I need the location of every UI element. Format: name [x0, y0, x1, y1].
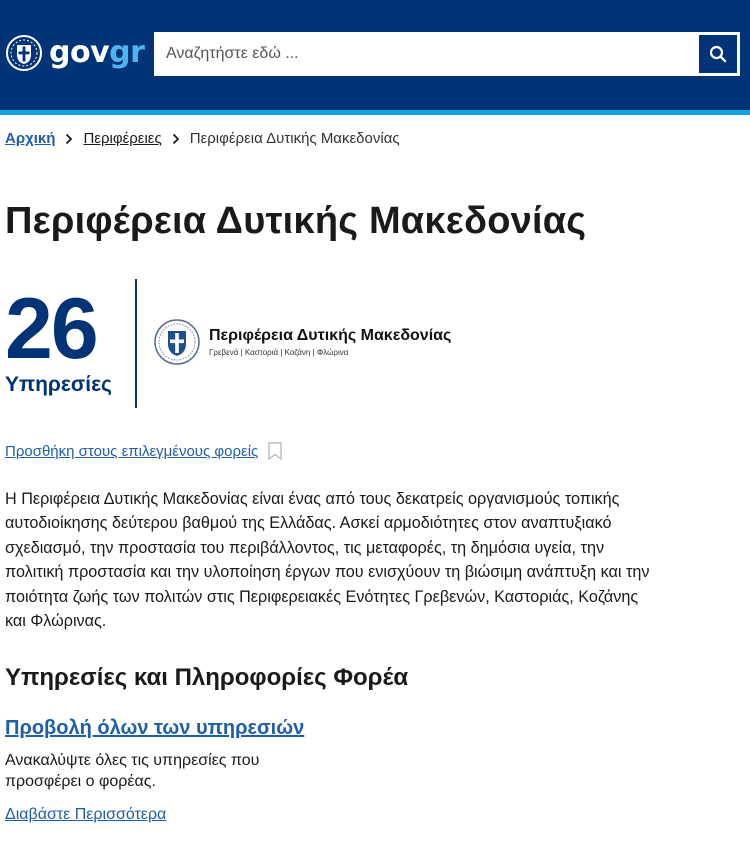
breadcrumb — [5, 130, 400, 147]
services-count: 26 — [5, 281, 97, 377]
organization-name: Περιφέρεια Δυτικής Μακεδονίας — [209, 327, 452, 344]
search-bar — [154, 32, 740, 76]
breadcrumb-regions-link[interactable]: Περιφέρειες — [83, 130, 162, 147]
organization-description: Η Περιφέρεια Δυτικής Μακεδονίας είναι ένας από τους δεκατρείς οργανισμούς τοπικής αυτοδιοίκησης δεύτερου βαθμού της Ελλάδας. Ασκεί αρμοδιότητες στον αναπτυξιακό σχεδιασμό, την προστασία του περιβάλλοντος, τις μεταφορές, τη δημόσια υγεία, την πολιτική προστασία και την υλοποίηση έργων που ενισχύουν τη βιώσιμη ανάπτυξη και την ποιότητα ζωής των πολιτών στις Περιφερειακές Ενότητες Γρεβενών, Καστοριάς, Κοζάνης και Φλώρινας. — [5, 490, 650, 631]
chevron-right-icon — [65, 133, 73, 145]
region-emblem-icon — [153, 318, 201, 366]
bookmark-icon[interactable] — [267, 442, 283, 460]
add-favorite — [5, 442, 283, 460]
site-header — [0, 0, 750, 110]
greek-emblem-icon — [5, 34, 43, 72]
govgr-logo[interactable] — [5, 34, 144, 72]
header-accent-stripe — [0, 110, 750, 115]
page-title: Περιφέρεια Δυτικής Μακεδονίας — [5, 200, 587, 242]
add-to-favorites-link[interactable]: Προσθήκη στους επιλεγμένους φορείς — [5, 442, 259, 460]
section-title: Υπηρεσίες και Πληροφορίες Φορέα — [5, 664, 409, 691]
organization-logo — [153, 318, 451, 366]
read-more-link[interactable]: Διαβάστε Περισσότερα — [5, 806, 167, 823]
breadcrumb-home-link[interactable]: Αρχική — [5, 130, 56, 147]
breadcrumb-current: Περιφέρεια Δυτικής Μακεδονίας — [189, 130, 400, 147]
services-count-block — [5, 281, 120, 397]
search-icon — [709, 45, 727, 63]
govgr-wordmark: govgr — [49, 35, 145, 70]
organization-subtitle: Γρεβενά | Καστοριά | Κοζάνη | Φλώρινα — [209, 348, 349, 357]
search-button[interactable] — [699, 35, 737, 73]
chevron-right-icon — [172, 133, 180, 145]
search-input[interactable] — [156, 34, 699, 74]
services-label: Υπηρεσίες — [5, 373, 112, 396]
card-description: Ανακαλύψτε όλες τις υπηρεσίες που προσφέρει ο φορέας. — [5, 752, 260, 790]
stat-divider — [135, 279, 137, 408]
view-all-services-link[interactable]: Προβολή όλων των υπηρεσιών — [5, 717, 305, 739]
